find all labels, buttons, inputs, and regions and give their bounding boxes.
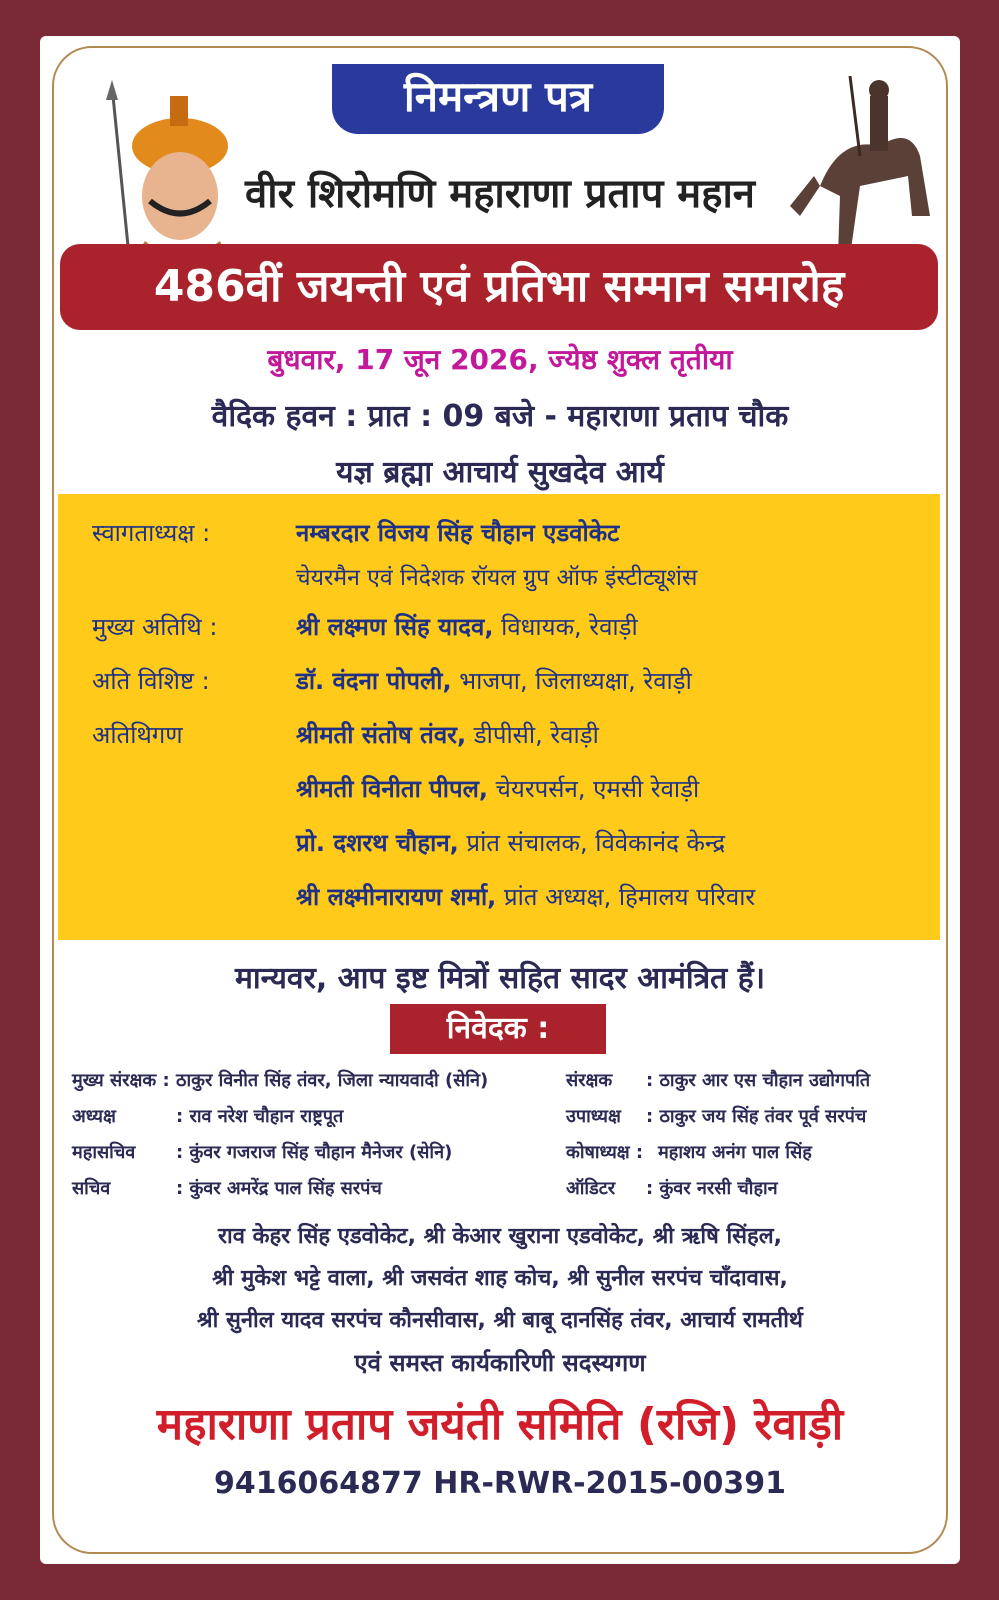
guest-name	[296, 664, 692, 697]
guest-desc: डीपीसी, रेवाड़ी	[473, 721, 599, 749]
guest-name-bold: प्रो. दशरथ चौहान,	[296, 829, 459, 857]
subtitle: वीर शिरोमणि महाराणा प्रताप महान	[244, 171, 756, 217]
org-label: अध्यक्ष	[72, 1106, 116, 1127]
org-value: : कुंवर अमरेंद्र पाल सिंह सरपंच	[176, 1178, 382, 1199]
org-label: संरक्षक	[566, 1070, 613, 1091]
event-banner: 486वीं जयन्ती एवं प्रतिभा सम्मान समारोह	[60, 244, 938, 330]
havan-line: वैदिक हवन : प्रात : 09 बजे - महाराणा प्रताप चौक	[211, 399, 789, 434]
guest-desc: प्रांत संचालक, विवेकानंद केन्द्र	[466, 829, 726, 857]
org-row	[72, 1104, 932, 1140]
org-value: ठाकुर विनीत सिंह तंवर, जिला न्यायवादी (सेनि)	[176, 1070, 489, 1091]
org-value: महाशय अनंग पाल सिंह	[658, 1142, 812, 1163]
guest-name-bold: नम्बरदार विजय सिंह चौहान एडवोकेट	[296, 519, 620, 547]
guest-label: स्वागताध्यक्ष :	[92, 519, 211, 547]
org-label: मुख्य संरक्षक :	[72, 1070, 170, 1091]
organizer-table	[72, 1068, 932, 1212]
members-list	[40, 1216, 960, 1342]
guest-label: मुख्य अतिथि :	[92, 613, 218, 641]
guest-desc: चेयरमैन एवं निदेशक रॉयल ग्रुप ऑफ इंस्टीट्यूशंस	[296, 565, 698, 591]
org-row	[72, 1068, 932, 1104]
guest-name	[296, 610, 638, 643]
guest-name	[296, 718, 599, 751]
guest-name-bold: श्री लक्ष्मीनारायण शर्मा,	[296, 883, 497, 911]
guest-desc: भाजपा, जिलाध्यक्षा, रेवाड़ी	[459, 667, 692, 695]
org-label: महासचिव	[72, 1142, 136, 1163]
card-frame	[40, 36, 960, 1564]
guest-name-bold: श्री लक्ष्मण सिंह यादव,	[296, 613, 494, 641]
org-label: सचिव	[72, 1178, 111, 1199]
horse-statue-image	[780, 66, 940, 266]
org-value: : ठाकुर जय सिंह तंवर पूर्व सरपंच	[646, 1106, 867, 1127]
org-value: : राव नरेश चौहान राष्ट्रपूत	[176, 1106, 344, 1127]
guests-panel	[58, 494, 940, 940]
sadasya-text: एवं समस्त कार्यकारिणी सदस्यगण	[354, 1349, 646, 1377]
guest-desc: प्रांत अध्यक्ष, हिमालय परिवार	[503, 883, 756, 911]
guest-desc: विधायक, रेवाड़ी	[501, 613, 638, 641]
samiti-name: महाराणा प्रताप जयंती समिति (रजि) रेवाड़ी	[156, 1399, 844, 1450]
members-line: राव केहर सिंह एडवोकेट, श्री केआर खुराना एडवोकेट, श्री ऋषि सिंहल,	[218, 1224, 782, 1249]
guest-label: अति विशिष्ट :	[92, 667, 210, 695]
date-line: बुधवार, 17 जून 2026, ज्येष्ठ शुक्ल तृतीया	[267, 343, 733, 376]
guest-name	[296, 880, 755, 913]
nivedak-label: निवेदक :	[390, 1004, 606, 1054]
welcome-text: मान्यवर, आप इष्ट मित्रों सहित सादर आमंत्रित हैं।	[234, 961, 766, 996]
members-line: श्री मुकेश भट्टे वाला, श्री जसवंत शाह कोच, श्री सुनील सरपंच चाँदावास,	[212, 1266, 788, 1291]
org-label: ऑडिटर	[566, 1178, 616, 1199]
org-row	[72, 1140, 932, 1176]
org-value: : कुंवर गजराज सिंह चौहान मैनेजर (सेनि)	[176, 1142, 453, 1163]
brahma-line: यज्ञ ब्रह्मा आचार्य सुखदेव आर्य	[336, 455, 664, 490]
guest-name-bold: श्रीमती संतोष तंवर,	[296, 721, 467, 749]
org-value: : कुंवर नरसी चौहान	[646, 1178, 778, 1199]
contact-line: 9416064877 HR-RWR-2015-00391	[214, 1466, 786, 1501]
guest-desc: चेयरपर्सन, एमसी रेवाड़ी	[495, 775, 700, 803]
guest-name-bold: श्रीमती विनीता पीपल,	[296, 775, 489, 803]
org-row	[72, 1176, 932, 1212]
org-label: उपाध्यक्ष	[566, 1106, 621, 1127]
members-line: श्री सुनील यादव सरपंच कौनसीवास, श्री बाबू दानसिंह तंवर, आचार्य रामतीर्थ	[197, 1308, 803, 1333]
guest-name	[296, 772, 699, 805]
title-pill: निमन्त्रण पत्र	[332, 64, 664, 134]
guest-label: अतिथिगण	[92, 721, 183, 749]
org-value: : ठाकुर आर एस चौहान उद्योगपति	[646, 1070, 871, 1091]
guest-name-bold: डॉ. वंदना पोपली,	[296, 667, 452, 695]
guest-name	[296, 826, 725, 859]
org-label: कोषाध्यक्ष :	[566, 1142, 644, 1163]
maharana-portrait-image	[90, 76, 240, 266]
guest-name	[296, 516, 619, 549]
